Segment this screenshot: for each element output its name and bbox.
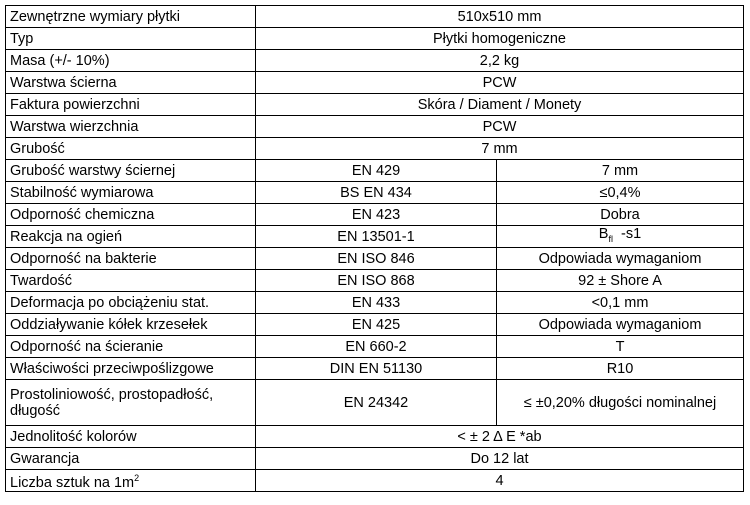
table-row [6,470,744,492]
table-row [6,336,744,358]
row-norm: EN 24342 [256,380,497,426]
row-norm: EN 433 [256,292,497,314]
row-label: Typ [6,28,256,50]
quantity-label-sup: 2 [134,473,140,484]
quantity-label-main: Liczba sztuk na 1m [10,474,135,491]
row-label: Grubość warstwy ściernej [6,160,256,182]
row-label: Jednolitość kolorów [6,426,256,448]
table-row [6,314,744,336]
row-norm: EN 660-2 [256,336,497,358]
row-label: Reakcja na ogień [6,226,256,248]
row-label [6,470,256,492]
row-norm: DIN EN 51130 [256,358,497,380]
table-row [6,72,744,94]
table-row [6,292,744,314]
row-value: Odpowiada wymaganiom [497,314,744,336]
row-label: Prostoliniowość, prostopadłość, długość [6,380,256,426]
row-value: Dobra [497,204,744,226]
row-label: Właściwości przeciwpoślizgowe [6,358,256,380]
row-label: Gwarancja [6,448,256,470]
row-value: 4 [256,470,744,492]
row-value: Do 12 lat [256,448,744,470]
row-value [497,226,744,248]
row-label: Twardość [6,270,256,292]
row-value: 510x510 mm [256,6,744,28]
table-row [6,270,744,292]
spec-table [5,5,744,492]
row-value: ≤0,4% [497,182,744,204]
row-norm: EN ISO 846 [256,248,497,270]
row-value: R10 [497,358,744,380]
table-row [6,380,744,426]
table-row [6,50,744,72]
row-norm: BS EN 434 [256,182,497,204]
row-value: < ± 2 Δ E *ab [256,426,744,448]
table-row [6,6,744,28]
table-row [6,358,744,380]
table-row [6,116,744,138]
row-value: 7 mm [256,138,744,160]
row-norm: EN 13501-1 [256,226,497,248]
table-row [6,248,744,270]
row-label: Masa (+/- 10%) [6,50,256,72]
row-value: Płytki homogeniczne [256,28,744,50]
row-label: Stabilność wymiarowa [6,182,256,204]
row-label: Odporność na bakterie [6,248,256,270]
row-norm: EN ISO 868 [256,270,497,292]
row-label: Odporność chemiczna [6,204,256,226]
table-row [6,226,744,248]
row-value: <0,1 mm [497,292,744,314]
row-norm: EN 425 [256,314,497,336]
row-label: Grubość [6,138,256,160]
row-label: Faktura powierzchni [6,94,256,116]
fire-class-rest: -s1 [621,226,642,243]
row-value: PCW [256,72,744,94]
table-row [6,28,744,50]
row-value: Odpowiada wymaganiom [497,248,744,270]
table-row [6,160,744,182]
row-value: ≤ ±0,20% długości nominalnej [497,380,744,426]
row-label: Zewnętrzne wymiary płytki [6,6,256,28]
table-row [6,426,744,448]
table-row [6,448,744,470]
table-row [6,182,744,204]
row-label: Warstwa ścierna [6,72,256,94]
row-value: T [497,336,744,358]
fire-class-sub: fl [608,233,613,244]
row-label: Odporność na ścieranie [6,336,256,358]
row-value: Skóra / Diament / Monety [256,94,744,116]
table-row [6,138,744,160]
row-label: Deformacja po obciążeniu stat. [6,292,256,314]
row-value: 92 ± Shore A [497,270,744,292]
row-label: Warstwa wierzchnia [6,116,256,138]
row-norm: EN 423 [256,204,497,226]
row-value: 2,2 kg [256,50,744,72]
row-label: Oddziaływanie kółek krzesełek [6,314,256,336]
table-row [6,204,744,226]
fire-class-main: B [598,226,609,243]
row-value: PCW [256,116,744,138]
row-value: 7 mm [497,160,744,182]
table-row [6,94,744,116]
row-norm: EN 429 [256,160,497,182]
